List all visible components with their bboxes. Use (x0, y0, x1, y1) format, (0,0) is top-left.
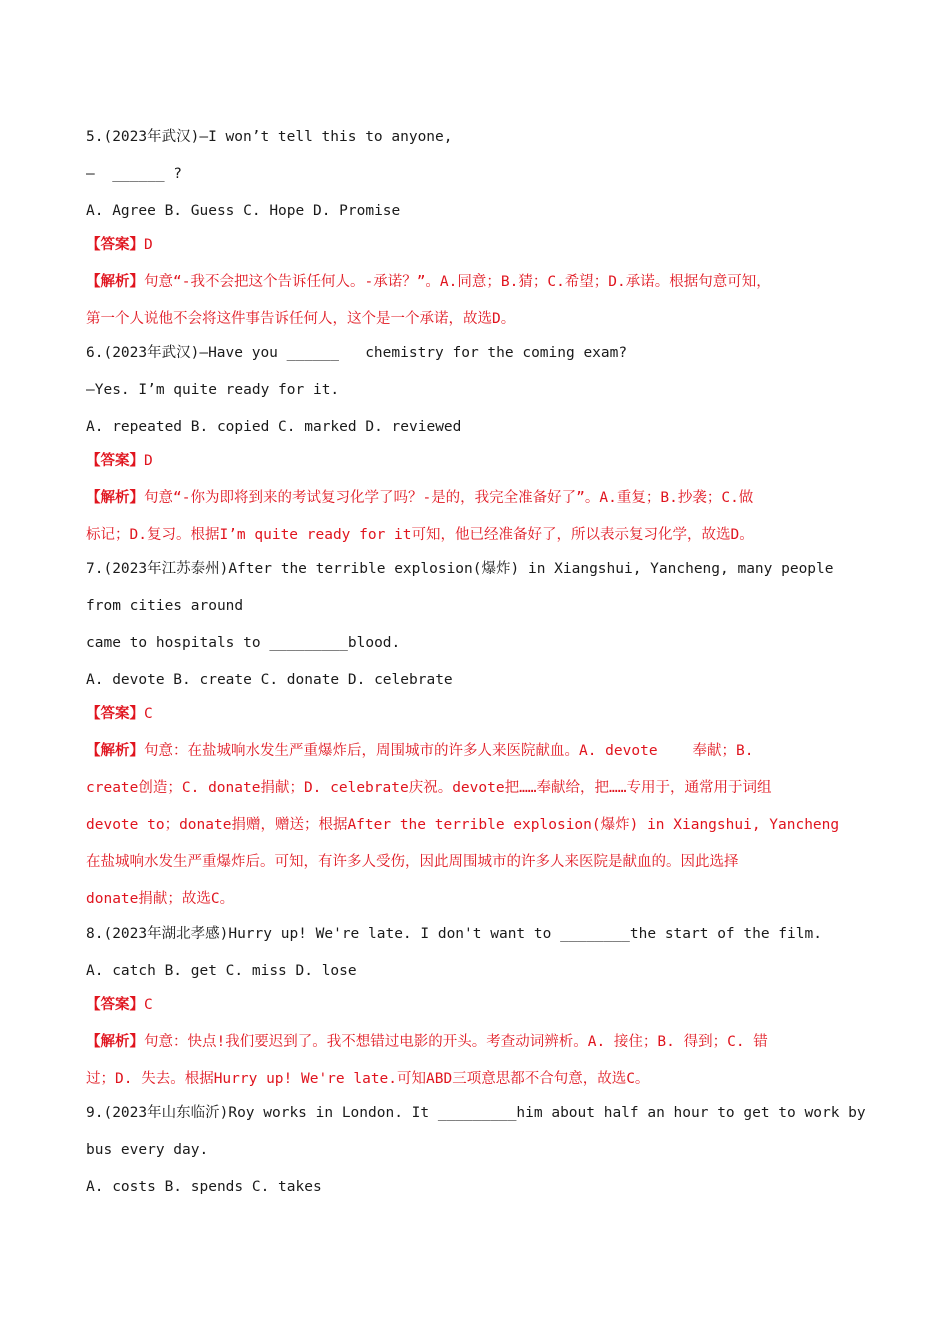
analysis-text: 句意“-我不会把这个告诉任何人。-承诺？”。A.同意；B.猜；C.希望；D.承诺。根据句意可知， (144, 274, 771, 290)
q5-options: A. Agree B. Guess C. Hope D. Promise (86, 203, 401, 219)
analysis-tag: 【解析】 (86, 274, 144, 290)
answer-value: C (144, 997, 153, 1013)
answer-tag: 【答案】 (86, 237, 144, 253)
answer-tag: 【答案】 (86, 706, 144, 722)
q7-analysis-line3: devote to；donate捐赠，赠送；根据After the terrible explosion(爆炸) in Xiangshui, Yancheng (86, 817, 840, 833)
analysis-text: 句意“-你为即将到来的考试复习化学了吗？-是的，我完全准备好了”。A.重复；B.抄袭；C.做 (144, 490, 754, 506)
q6-analysis-line2: 标记；D.复习。根据I’m quite ready for it可知，他已经准备好了，所以表示复习化学，故选D。 (86, 527, 754, 543)
q9-options: A. costs B. spends C. takes (86, 1179, 322, 1195)
answer-value: C (144, 706, 153, 722)
analysis-tag: 【解析】 (86, 1034, 144, 1050)
q5-answer (86, 235, 153, 255)
q6-analysis-line1 (86, 488, 753, 508)
q5-analysis-line2: 第一个人说他不会将这件事告诉任何人，这个是一个承诺，故选D。 (86, 311, 516, 327)
q7-analysis-line4: 在盐城响水发生严重爆炸后。可知，有许多人受伤，因此周围城市的许多人来医院是献血的。因此选择 (86, 854, 739, 870)
q6-answer (86, 451, 153, 471)
analysis-text: 句意：在盐城响水发生严重爆炸后，周围城市的许多人来医院献血。A. devote 奉献；B. (144, 743, 754, 759)
analysis-text: 句意：快点!我们要迟到了。我不想错过电影的开头。考查动词辨析。A. 接住；B. 得到；C. 错 (144, 1034, 768, 1050)
q7-analysis-line2: create创造；C. donate捐献；D. celebrate庆祝。devote把……奉献给，把……专用于，通常用于词组 (86, 780, 772, 796)
answer-value: D (144, 237, 153, 253)
q7-stem-line2: from cities around (86, 598, 244, 614)
q8-analysis-line2: 过；D. 失去。根据Hurry up! We're late.可知ABD三项意思都不合句意，故选C。 (86, 1071, 650, 1087)
q5-analysis-line1 (86, 272, 771, 292)
q8-stem-line1: 8.(2023年湖北孝感)Hurry up! We're late. I don't want to ________the start of the film. (86, 926, 822, 942)
q7-stem-line3: came to hospitals to _________blood. (86, 635, 401, 651)
q7-analysis-line5: donate捐献；故选C。 (86, 891, 235, 907)
q7-analysis-line1 (86, 741, 753, 761)
q9-stem-line2: bus every day. (86, 1142, 209, 1158)
analysis-tag: 【解析】 (86, 743, 144, 759)
analysis-tag: 【解析】 (86, 490, 144, 506)
answer-tag: 【答案】 (86, 997, 144, 1013)
q7-options: A. devote B. create C. donate D. celebrate (86, 672, 453, 688)
q5-stem-line1: 5.(2023年武汉)—I won’t tell this to anyone, (86, 129, 453, 145)
q6-stem-line2: —Yes. I’m quite ready for it. (86, 382, 340, 398)
q7-stem-line1: 7.(2023年江苏泰州)After the terrible explosion(爆炸) in Xiangshui, Yancheng, many people (86, 561, 834, 577)
q8-answer (86, 995, 153, 1015)
answer-tag: 【答案】 (86, 453, 144, 469)
q5-stem-line2: — ______ ? (86, 166, 183, 182)
q6-stem-line1: 6.(2023年武汉)—Have you ______ chemistry for the coming exam? (86, 345, 628, 361)
q8-options: A. catch B. get C. miss D. lose (86, 963, 357, 979)
q9-stem-line1: 9.(2023年山东临沂)Roy works in London. It _________him about half an hour to get to work by (86, 1105, 866, 1121)
answer-value: D (144, 453, 153, 469)
q7-answer (86, 704, 153, 724)
q8-analysis-line1 (86, 1032, 768, 1052)
q6-options: A. repeated B. copied C. marked D. reviewed (86, 419, 462, 435)
